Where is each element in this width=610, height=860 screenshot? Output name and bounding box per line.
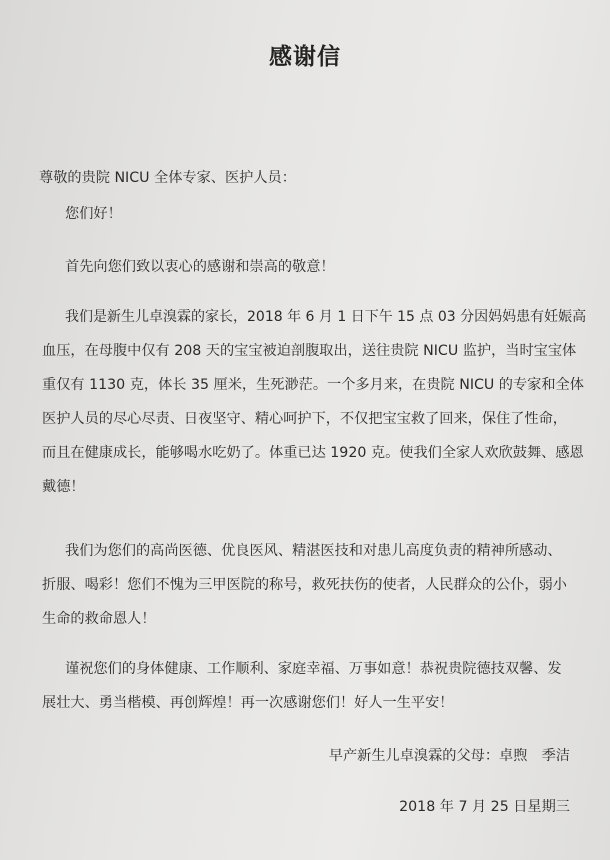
salutation: 尊敬的贵院 NICU 全体专家、医护人员： xyxy=(39,170,296,186)
body-paragraph-1-line: 血压，在母腹中仅有 208 天的宝宝被迫剖腹取出，送往贵院 NICU 监护，当时宝宝体 xyxy=(42,343,577,359)
signature: 早产新生儿卓溴霖的父母：卓煦 季洁 xyxy=(328,748,570,764)
letter-title: 感谢信 xyxy=(269,44,341,70)
body-paragraph-1-line: 戴德！ xyxy=(42,479,85,495)
body-paragraph-2-line: 生命的救命恩人！ xyxy=(42,611,156,627)
greeting: 您们好！ xyxy=(65,206,122,222)
body-paragraph-2-line: 我们为您们的高尚医德、优良医风、精湛医技和对患儿高度负责的精神所感动、 xyxy=(65,543,562,559)
body-paragraph-1-line: 重仅有 1130 克，体长 35 厘米，生死渺茫。一个多月来，在贵院 NICU 的专家和全体 xyxy=(42,377,584,393)
letter-date: 2018 年 7 月 25 日星期三 xyxy=(399,799,570,815)
opening-paragraph: 首先向您们致以衷心的感谢和崇高的敬意！ xyxy=(65,259,335,275)
body-paragraph-1-line: 我们是新生儿卓溴霖的家长，2018 年 6 月 1 日下午 15 点 03 分因妈妈患有妊娠高 xyxy=(65,309,587,325)
body-paragraph-1-line: 医护人员的尽心尽责、日夜坚守、精心呵护下，不仅把宝宝救了回来，保住了性命， xyxy=(42,411,567,427)
closing-paragraph-line: 展壮大、勇当楷模、再创辉煌！再一次感谢您们！好人一生平安！ xyxy=(42,695,454,711)
body-paragraph-2-line: 折服、喝彩！您们不愧为三甲医院的称号，救死扶伤的使者，人民群众的公仆，弱小 xyxy=(42,577,567,593)
closing-paragraph-line: 谨祝您们的身体健康、工作顺利、家庭幸福、万事如意！恭祝贵院德技双馨、发 xyxy=(65,661,562,677)
body-paragraph-1-line: 而且在健康成长，能够喝水吃奶了。体重已达 1920 克。使我们全家人欢欣鼓舞、感恩 xyxy=(42,445,584,461)
